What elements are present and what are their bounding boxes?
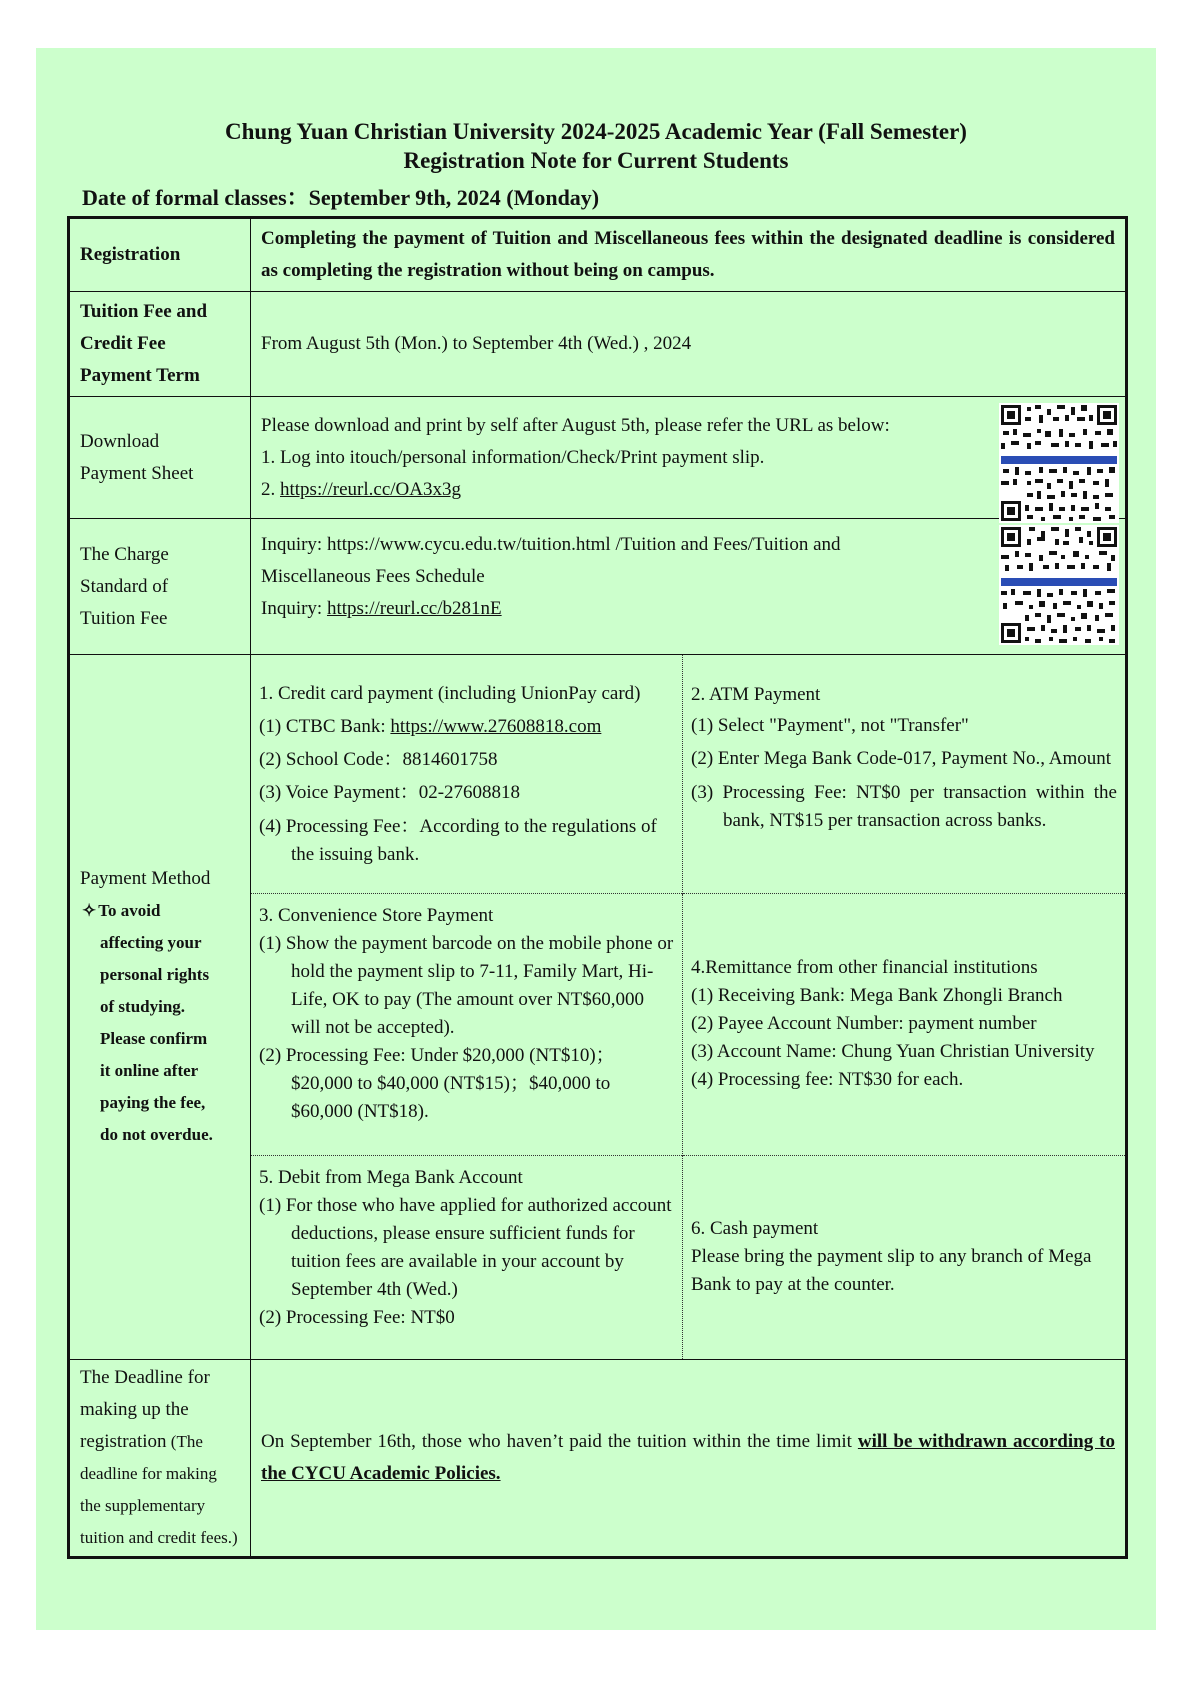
row-registration <box>69 218 1127 292</box>
row-payment-term <box>69 292 1127 397</box>
download-link[interactable]: https://reurl.cc/OA3x3g <box>280 478 461 500</box>
store-title: 3. Convenience Store Payment <box>259 904 494 926</box>
document-subtitle: Registration Note for Current Students <box>403 148 789 173</box>
payment-term-label <box>69 292 251 397</box>
charge-label-line: Tuition Fee <box>80 607 168 629</box>
atm-item: (1) Select "Payment", not "Transfer" <box>691 715 969 736</box>
deadline-label-paren: (The deadline for making the supplementary tuition and credit fees.) <box>80 1432 238 1547</box>
charge-label-line: Standard of <box>80 575 169 597</box>
credit-item: (2) School Code：8814601758 <box>259 749 498 770</box>
deadline-warning: will be withdrawn according to the CYCU Academic Policies. <box>261 1431 1116 1484</box>
row-charge-standard <box>69 519 1127 655</box>
download-link-prefix: 2. <box>261 478 280 500</box>
cash-title: 6. Cash payment <box>691 1218 819 1240</box>
remit-item: (4) Processing fee: NT$30 for each. <box>691 1069 964 1090</box>
qr-code-charge-standard[interactable] <box>999 525 1119 645</box>
download-link-line <box>261 474 1115 506</box>
qr-code-download[interactable] <box>999 403 1119 523</box>
credit-card-section <box>251 655 683 893</box>
ctbc-link[interactable]: https://www.27608818.com <box>390 716 602 737</box>
registration-label: Registration <box>69 218 251 292</box>
remittance-section <box>683 893 1126 1155</box>
deadline-label-main: The Deadline for making up the registration <box>80 1367 210 1452</box>
page-background <box>36 48 1156 1630</box>
convenience-store-section <box>251 893 683 1155</box>
download-label-line: Payment Sheet <box>80 462 194 484</box>
note-line: personal rights <box>100 965 210 984</box>
credit-item: (4) Processing Fee：According to the regulations of the issuing bank. <box>259 816 657 865</box>
charge-link[interactable]: https://reurl.cc/b281nE <box>326 598 502 619</box>
atm-section <box>683 655 1126 893</box>
remit-item: (3) Account Name: Chung Yuan Christian University <box>691 1041 1095 1062</box>
charge-line: Inquiry: https://www.cycu.edu.tw/tuition.html /Tuition and Fees/Tuition and <box>261 534 841 555</box>
registration-content: Completing the payment of Tuition and Miscellaneous fees within the designated deadline is considered as completing the registration without being on campus. <box>251 218 1127 292</box>
payment-term-label-line: Credit Fee <box>80 333 166 354</box>
remit-item: (1) Receiving Bank: Mega Bank Zhongli Branch <box>691 985 1063 1006</box>
row-download <box>69 397 1127 519</box>
note-line: affecting your <box>100 933 202 952</box>
remit-title: 4.Remittance from other financial institutions <box>691 957 1038 978</box>
payment-methods-grid <box>251 655 1125 1359</box>
credit-item: (1) CTBC Bank: https://www.27608818.com <box>259 716 602 737</box>
debit-item: (2) Processing Fee: NT$0 <box>259 1306 455 1328</box>
deadline-label <box>69 1360 251 1558</box>
debit-section <box>251 1155 683 1359</box>
payment-methods-grid-cell <box>251 655 1127 1360</box>
class-date-line: Date of formal classes：September 9th, 2024 (Monday) <box>82 185 600 210</box>
download-line: 1. Log into itouch/personal information/Check/Print payment slip. <box>261 446 765 468</box>
payment-method-label-cell <box>69 655 251 1360</box>
note-line: of studying. <box>100 997 186 1016</box>
download-label <box>69 397 251 519</box>
note-line: Please confirm <box>100 1029 208 1048</box>
charge-content <box>251 519 1127 655</box>
charge-line: Miscellaneous Fees Schedule <box>261 566 485 587</box>
document-title: Chung Yuan Christian University 2024-2025 Academic Year (Fall Semester) <box>225 119 967 144</box>
payment-method-label: Payment Method <box>80 868 211 889</box>
note-line: it online after <box>100 1061 199 1080</box>
download-label-line: Download <box>80 430 160 452</box>
cash-section <box>683 1155 1126 1359</box>
credit-title: 1. Credit card payment (including UnionPay card) <box>259 683 641 704</box>
download-line: Please download and print by self after August 5th, please refer the URL as below: <box>261 414 890 436</box>
charge-label-line: The Charge <box>80 543 169 565</box>
star-icon: ✧ <box>82 901 97 920</box>
deadline-content <box>251 1360 1127 1558</box>
note-line: To avoid <box>98 901 161 920</box>
cash-text: Please bring the payment slip to any branch of Mega Bank to pay at the counter. <box>691 1246 1092 1296</box>
payment-term-label-line: Payment Term <box>80 365 200 386</box>
credit-item: (3) Voice Payment：02-27608818 <box>259 782 521 803</box>
download-content <box>251 397 1127 519</box>
debit-item: (1) For those who have applied for authorized account deductions, please ensure sufficient funds for tuition fees are available in your account by September 4th (Wed.) <box>259 1194 672 1300</box>
charge-label <box>69 519 251 655</box>
atm-title: 2. ATM Payment <box>691 684 821 705</box>
note-line: paying the fee, <box>100 1093 206 1112</box>
debit-title: 5. Debit from Mega Bank Account <box>259 1166 523 1188</box>
qr-code-icon <box>999 525 1119 645</box>
registration-table <box>67 216 1128 1559</box>
atm-item: (2) Enter Mega Bank Code-017, Payment No., Amount <box>691 748 1112 769</box>
qr-code-icon <box>999 403 1119 523</box>
atm-item: (3) Processing Fee: NT$0 per transaction within the bank, NT$15 per transaction across banks. <box>691 782 1117 831</box>
payment-term-content: From August 5th (Mon.) to September 4th (Wed.) , 2024 <box>251 292 1127 397</box>
payment-method-note <box>80 895 240 1151</box>
note-line: do not overdue. <box>100 1125 213 1144</box>
store-item: (1) Show the payment barcode on the mobile phone or hold the payment slip to 7-11, Family Mart, Hi-Life, OK to pay (The amount over NT$60,000 will not be accepted). <box>259 932 674 1038</box>
row-deadline <box>69 1360 1127 1558</box>
remit-item: (2) Payee Account Number: payment number <box>691 1013 1037 1034</box>
payment-term-label-line: Tuition Fee and <box>80 301 208 322</box>
charge-link-prefix: Inquiry: <box>261 598 327 619</box>
row-payment-method <box>69 655 1127 1360</box>
store-item: (2) Processing Fee: Under $20,000 (NT$10)；$20,000 to $40,000 (NT$15)；$40,000 to $60,000 (NT$18). <box>259 1044 615 1122</box>
charge-link-line <box>261 593 1115 625</box>
deadline-text: On September 16th, those who haven’t paid the tuition within the time limit <box>261 1431 858 1452</box>
